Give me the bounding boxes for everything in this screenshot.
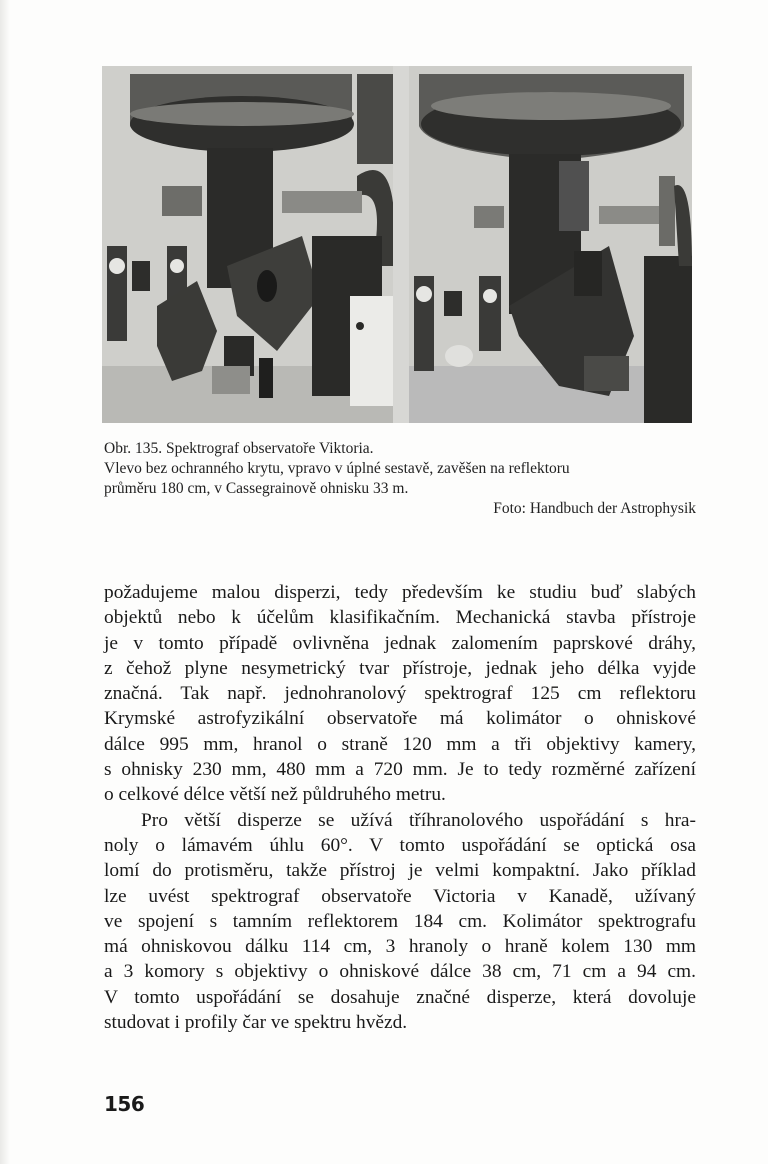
text-line: studovat i profily čar ve spektru hvězd. <box>104 1012 408 1034</box>
photo-divider <box>393 66 409 423</box>
photo-left-illustration <box>102 66 393 423</box>
text-line: má ohniskovou dálku 114 cm, 3 hranoly o hraně kolem 130 mm <box>104 936 696 958</box>
text-line: objektů nebo k účelům klasifikačním. Mechanická stavba přístroje <box>104 607 696 629</box>
text-line: o celkové délce větší než půldruhého metru. <box>104 784 446 806</box>
text-line: je v tomto případě ovlivněna jednak zalomením paprskové dráhy, <box>104 632 696 654</box>
figure-caption <box>104 439 696 519</box>
text-line: ve spojení s tamním reflektorem 184 cm. Kolimátor spektrografu <box>104 910 696 932</box>
text-line: Pro větší disperze se užívá tříhranolového uspořádání s hra- <box>141 809 696 831</box>
text-line: s ohnisky 230 mm, 480 mm a 720 mm. Je to tedy rozměrné zařízení <box>104 759 696 781</box>
figure-135 <box>102 66 692 423</box>
photo-credit: Foto: Handbuch der Astrophysik <box>493 500 696 517</box>
paragraph-1 <box>104 580 696 808</box>
text-line: lze uvést spektrograf observatoře Victoria v Kanadě, užívaný <box>104 885 696 907</box>
caption-title: Obr. 135. Spektrograf observatoře Viktoria. <box>104 440 374 457</box>
paragraph-2 <box>104 808 696 1036</box>
text-line: a 3 komory s objektivy o ohniskové dálce 38 cm, 71 cm a 94 cm. <box>104 961 696 983</box>
text-line: Krymské astrofyzikální observatoře má kolimátor o ohniskové <box>104 708 696 730</box>
text-line: značná. Tak např. jednohranolový spektrograf 125 cm reflektoru <box>104 683 696 705</box>
photo-spectrograph-uncovered <box>102 66 393 423</box>
text-line: noly o lámavém úhlu 60°. V tomto uspořádání se optická osa <box>104 834 696 856</box>
text-line: požadujeme malou disperzi, tedy především ke studiu buď slabých <box>104 582 696 603</box>
text-line: lomí do protisměru, takže přístroj je velmi kompaktní. Jako příklad <box>104 860 696 882</box>
photo-right-illustration <box>409 66 692 423</box>
caption-description-line-2: průměru 180 cm, v Cassegrainově ohnisku 33 m. <box>104 480 409 497</box>
text-line: V tomto uspořádání se dosahuje značné disperze, která dovoluje <box>104 986 696 1008</box>
text-line: z čehož plyne nesymetrický tvar přístroje, jednak jeho délka vyjde <box>104 657 696 679</box>
caption-description-line-1: Vlevo bez ochranného krytu, vpravo v úplné sestavě, zavěšen na reflektoru <box>104 460 570 477</box>
page-number: 156 <box>104 1092 145 1116</box>
page-edge-shadow <box>0 0 10 1164</box>
text-line: dálce 995 mm, hranol o straně 120 mm a tři objektivy kamery, <box>104 733 696 755</box>
photo-spectrograph-assembled <box>409 66 692 423</box>
body-text <box>104 580 696 1035</box>
